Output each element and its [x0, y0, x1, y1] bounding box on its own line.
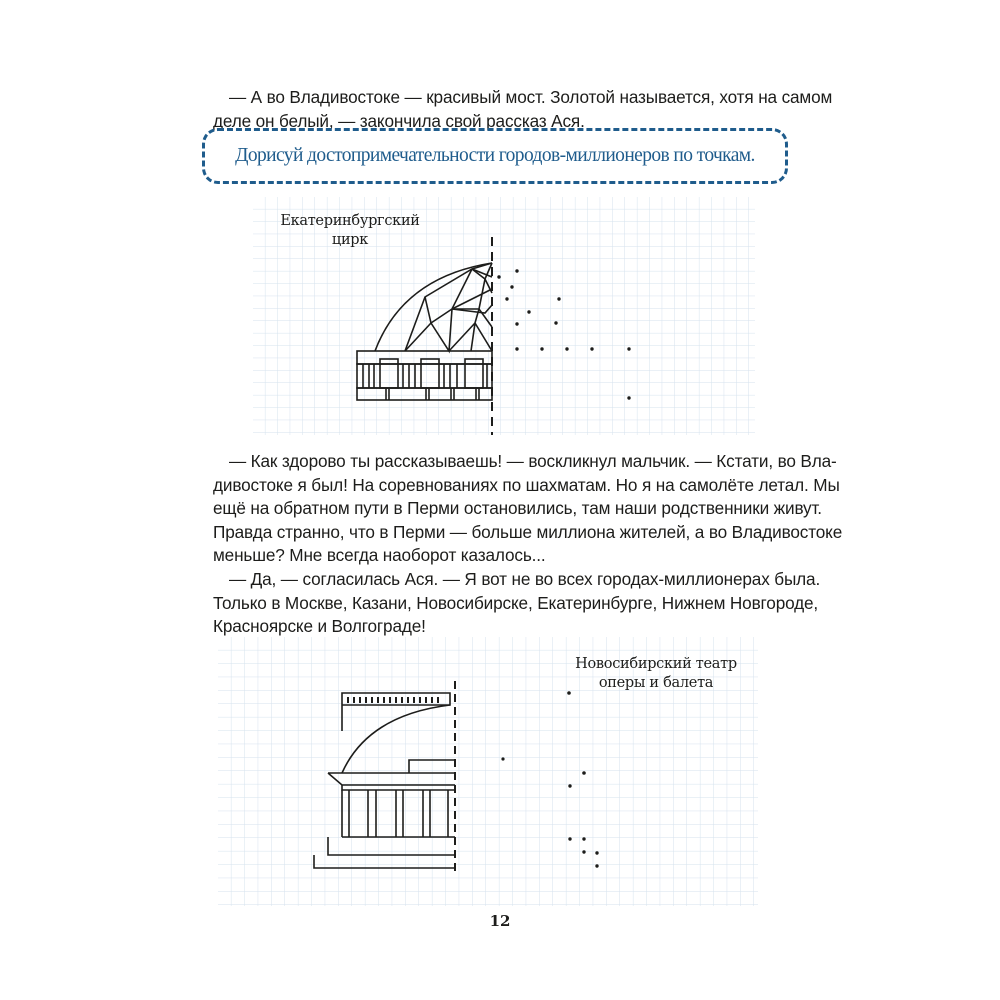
- dot: [582, 837, 585, 840]
- dot: [582, 771, 586, 775]
- dot: [582, 850, 585, 853]
- dot: [505, 297, 508, 300]
- dot: [627, 396, 630, 399]
- text-line: ещё на обратном пути в Перми остановились, там наши родственники живут.: [213, 498, 822, 519]
- figure-title-circus: [270, 212, 430, 250]
- dot: [590, 347, 593, 350]
- dot: [515, 269, 518, 272]
- dot: [595, 851, 598, 854]
- text-line: меньше? Мне всегда наоборот казалось...: [213, 545, 546, 566]
- intro-paragraph: [213, 86, 833, 133]
- text-line: — Как здорово ты рассказываешь! — воскликнул мальчик. — Кстати, во Вла-: [229, 451, 837, 471]
- dot: [501, 757, 504, 760]
- dot: [554, 321, 557, 324]
- text-line: Правда странно, что в Перми — больше миллиона жителей, а во Владивостоке: [213, 521, 843, 542]
- dot: [515, 322, 518, 325]
- task-instruction-text: Дорисуй достопримечательности городов-миллионеров по точкам.: [235, 145, 755, 166]
- text-line: дивостоке я был! На соревнованиях по шахматам. Но я на самолёте летал. Мы: [213, 474, 840, 495]
- dot: [568, 837, 571, 840]
- dot: [557, 297, 560, 300]
- text-line: деле он белый, — закончила свой рассказ Ася.: [213, 110, 585, 131]
- title-line: Новосибирский театр: [575, 656, 737, 672]
- dialogue-paragraph: [213, 450, 843, 639]
- dot: [540, 347, 543, 350]
- dot: [497, 275, 500, 278]
- dot: [565, 347, 568, 350]
- page-number: 12: [489, 912, 511, 930]
- dot: [627, 347, 630, 350]
- task-instruction-box: [202, 128, 788, 184]
- title-line: оперы и балета: [598, 675, 714, 691]
- title-line: цирк: [331, 232, 369, 248]
- dot: [515, 347, 518, 350]
- dot: [527, 310, 530, 313]
- dot: [510, 285, 513, 288]
- text-line: — А во Владивостоке — красивый мост. Золотой называется, хотя на самом: [229, 87, 833, 107]
- text-line: — Да, — согласилась Ася. — Я вот не во всех городах-миллионерах была.: [229, 568, 821, 589]
- text-line: Только в Москве, Казани, Новосибирске, Екатеринбурге, Нижнем Новгороде,: [213, 592, 819, 613]
- title-line: Екатеринбургский: [280, 213, 420, 229]
- dot: [568, 784, 571, 787]
- figure-title-opera: [566, 655, 746, 693]
- dot: [595, 864, 598, 867]
- text-line: Красноярске и Волгограде!: [213, 616, 426, 637]
